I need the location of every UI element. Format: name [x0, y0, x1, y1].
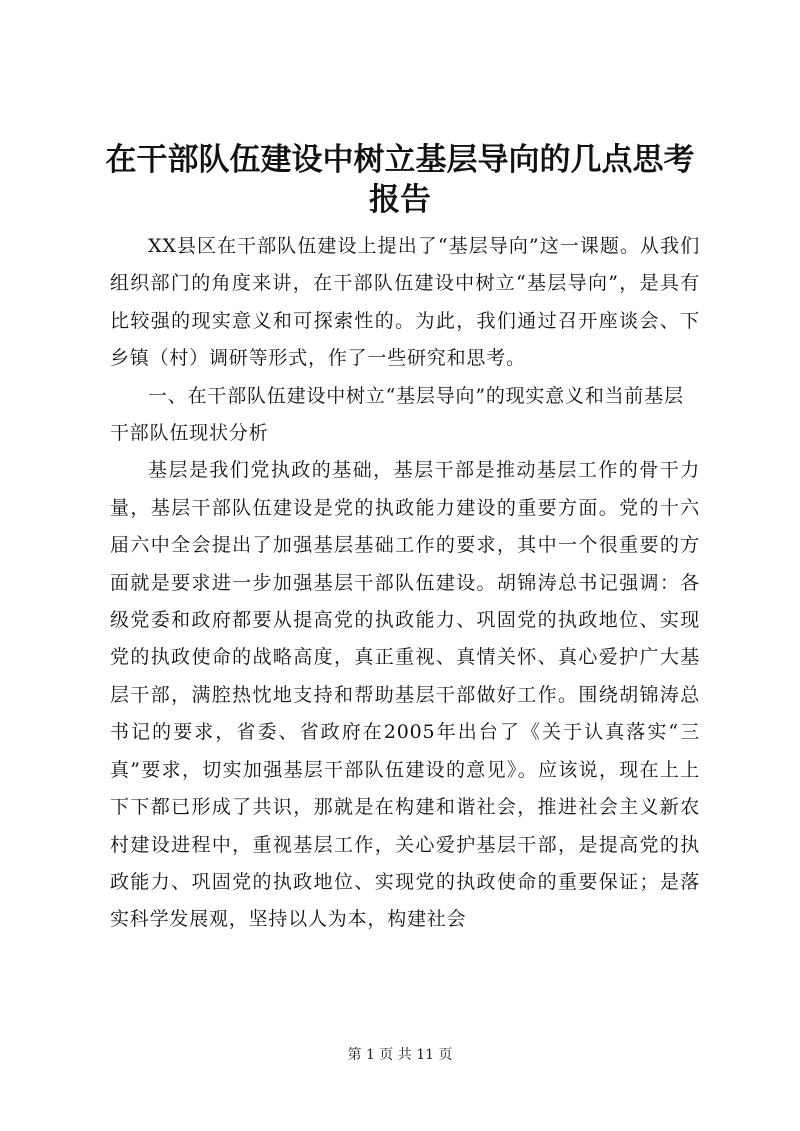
section-heading: 一、在干部队伍建设中树立“基层导向”的现实意义和当前基层干部队伍现状分析 [110, 384, 684, 445]
intro-paragraph: XX县区在干部队伍建设上提出了“基层导向”这一课题。从我们组织部门的角度来讲，在干部队伍建设中树立“基层导向”，是具有比较强的现实意义和可探索性的。为此，我们通过召开座谈会、下乡镇（村）调研等形式，作了一些研究和思考。 [110, 235, 700, 370]
page-number-footer: 第 1 页 共 11 页 [347, 1047, 453, 1063]
document-body [110, 228, 700, 939]
document-title: 在干部队伍建设中树立基层导向的几点思考报告 [105, 142, 695, 218]
body-paragraph: 基层是我们党执政的基础，基层干部是推动基层工作的骨干力量，基层干部队伍建设是党的执政能力建设的重要方面。党的十六届六中全会提出了加强基层基础工作的要求，其中一个很重要的方面就是要求进一步加强基层干部队伍建设。胡锦涛总书记强调：各级党委和政府都要从提高党的执政能力、巩固党的执政地位、实现党的执政使命的战略高度，真正重视、真情关怀、真心爱护广大基层干部，满腔热忱地支持和帮助基层干部做好工作。围绕胡锦涛总书记的要求，省委、省政府在2005年出台了《关于认真落实“三真”要求，切实加强基层干部队伍建设的意见》。应该说，现在上上下下都已形成了共识，那就是在构建和谐社会，推进社会主义新农村建设进程中，重视基层工作，关心爱护基层干部，是提高党的执政能力、巩固党的执政地位、实现党的执政使命的重要保证；是落实科学发展观，坚持以人为本，构建社会 [110, 459, 700, 931]
